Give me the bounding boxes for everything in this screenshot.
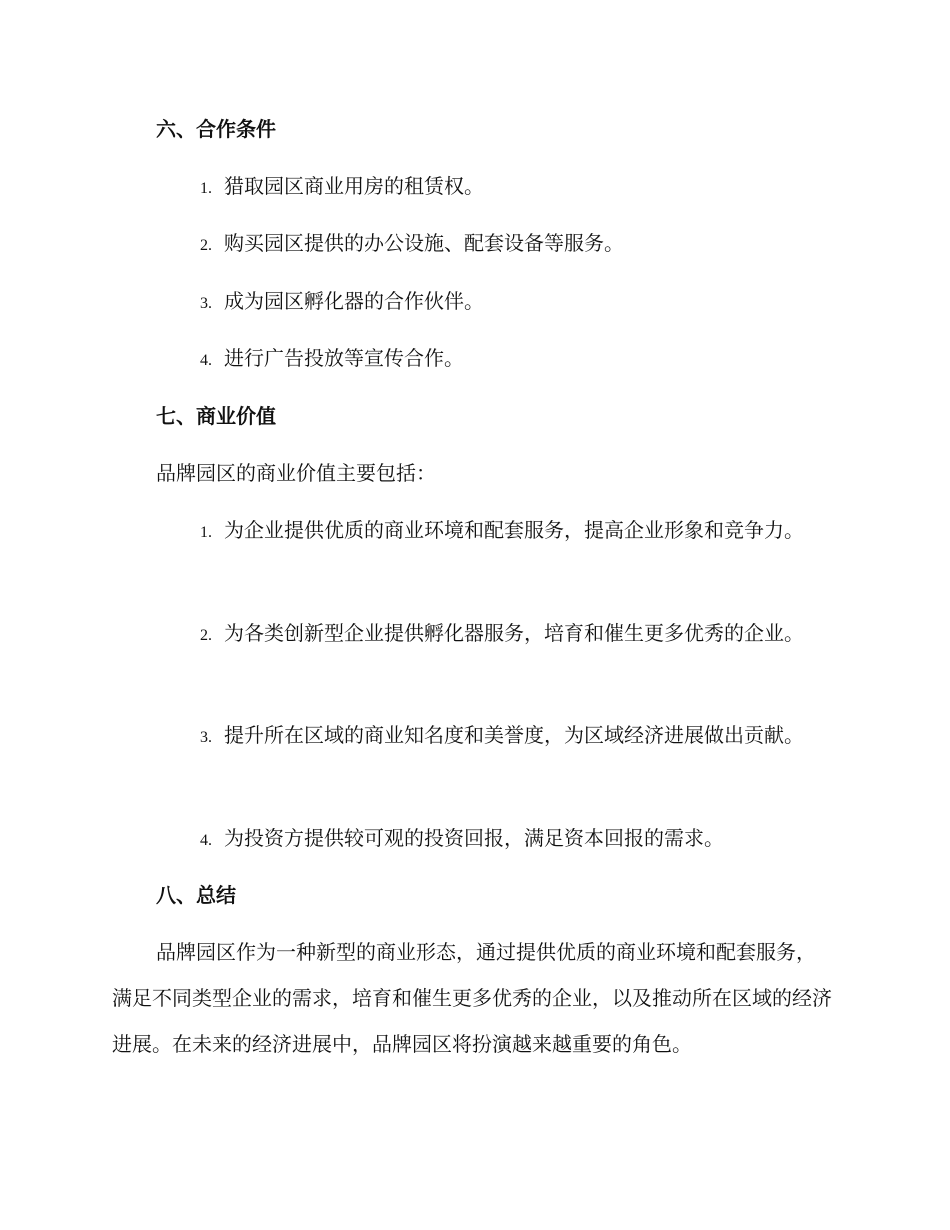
section-7-item-2 bbox=[112, 610, 832, 659]
item-number: 3. bbox=[200, 295, 212, 312]
section-6-heading: 六、合作条件 bbox=[156, 117, 276, 141]
section-7-item-3 bbox=[112, 712, 832, 761]
item-text: 为各类创新型企业提供孵化器服务，培育和催生更多优秀的企业。 bbox=[224, 621, 804, 645]
item-number: 1. bbox=[200, 524, 212, 541]
item-number: 1. bbox=[200, 180, 212, 197]
item-text: 为投资方提供较可观的投资回报，满足资本回报的需求。 bbox=[224, 826, 724, 850]
section-6-item-2 bbox=[112, 220, 832, 269]
item-number: 2. bbox=[200, 627, 212, 644]
item-number: 4. bbox=[200, 352, 212, 369]
item-text: 为企业提供优质的商业环境和配套服务，提高企业形象和竞争力。 bbox=[224, 518, 804, 542]
item-text: 进行广告投放等宣传合作。 bbox=[224, 346, 464, 370]
section-7-intro: 品牌园区的商业价值主要包括： bbox=[156, 461, 436, 485]
item-text: 成为园区孵化器的合作伙伴。 bbox=[224, 289, 484, 313]
section-7-item-4 bbox=[112, 815, 832, 864]
item-number: 3. bbox=[200, 729, 212, 746]
section-8-heading: 八、总结 bbox=[156, 883, 236, 907]
section-6-item-4 bbox=[112, 335, 832, 384]
section-7-heading: 七、商业价值 bbox=[156, 404, 276, 428]
item-text: 猎取园区商业用房的租赁权。 bbox=[224, 174, 484, 198]
section-7-item-1 bbox=[112, 507, 832, 556]
section-6-item-1 bbox=[112, 163, 832, 212]
item-text: 购买园区提供的办公设施、配套设备等服务。 bbox=[224, 231, 624, 255]
item-number: 4. bbox=[200, 832, 212, 849]
item-text: 提升所在区域的商业知名度和美誉度，为区域经济进展做出贡献。 bbox=[224, 723, 804, 747]
section-8-paragraph: 品牌园区作为一种新型的商业形态，通过提供优质的商业环境和配套服务，满足不同类型企业的需求，培育和催生更多优秀的企业，以及推动所在区域的经济进展。在未来的经济进展中，品牌园区将扮演越来越重要的角色。 bbox=[112, 940, 832, 1056]
item-number: 2. bbox=[200, 237, 212, 254]
section-6-item-3 bbox=[112, 278, 832, 327]
